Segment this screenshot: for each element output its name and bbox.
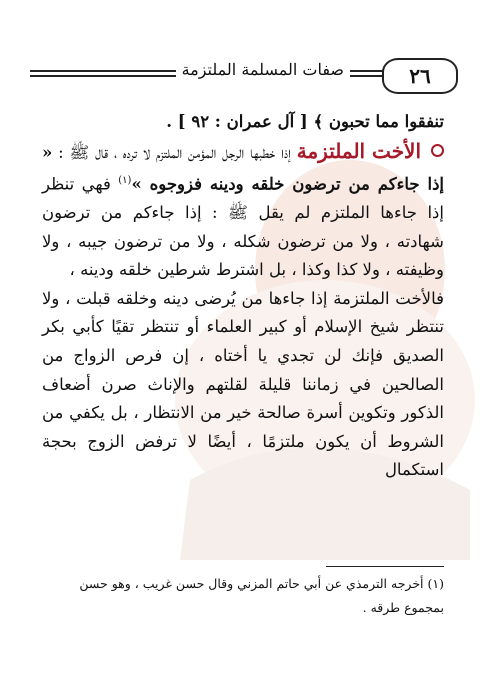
running-title: صفات المسلمة الملتزمة (176, 60, 350, 79)
body-text (42, 108, 444, 485)
hadith-quote: « إذا جاءكم من ترضون خلقه ودينه فزوجوه » (42, 142, 445, 194)
footnote-marker: (١) (118, 174, 132, 186)
paragraph (42, 285, 444, 485)
para2-text: فالأخت الملتزمة إذا جاءها من يُرضى دينه وخلقه قبلت ، ولا تنتظر شيخ الإسلام أو كبير العلماء أو تنتظر تقيًا كأبي بكر الصديق فإنك لن تجدي يا أختاه ، إن فرص الزواج من الصالحين في زماننا قليلة لقلتهم والإناث صرن أضعاف الذكور وتكوين أسرة صالحة خير من الانتظار ، بل يكفي من الشروط أن يكون ملتزمًا ، أيضًا لا ترفض الزوج بحجة استكمال (42, 288, 444, 480)
para1-intro: الملتزم لا ترده ، قال ﷺ : (58, 142, 183, 162)
ring-bullet-icon (431, 144, 444, 157)
verse-line: تنفقوا مما تحبون ﴾ [ آل عمران : ٩٢ ] . (166, 112, 444, 131)
section-heading-text: الأخت الملتزمة (296, 138, 422, 163)
page-header (30, 58, 458, 94)
footnote-rule (326, 566, 444, 567)
paragraph (42, 108, 444, 137)
page-number: ٢٦ (382, 58, 458, 94)
paragraph (42, 137, 444, 285)
heading-continuation: إذا خطبها الرجل المؤمن (187, 142, 291, 162)
para1-rest: فهي تنظر إذا جاءها الملتزم لم يقل ﷺ : إذا جاءكم من ترضون شهادته ، ولا من ترضون شكله ، ولا من ترضون جيبه ، ولا وظيفته ، ولا كذا وكذا ، بل اشترط شرطين خلقه ودينه ، (42, 174, 444, 280)
footnote: (١) أخرجه الترمذي عن أبي حاتم المزني وقال حسن غريب ، وهو حسن بمجموع طرقه . (79, 576, 444, 615)
section-heading (297, 137, 444, 166)
